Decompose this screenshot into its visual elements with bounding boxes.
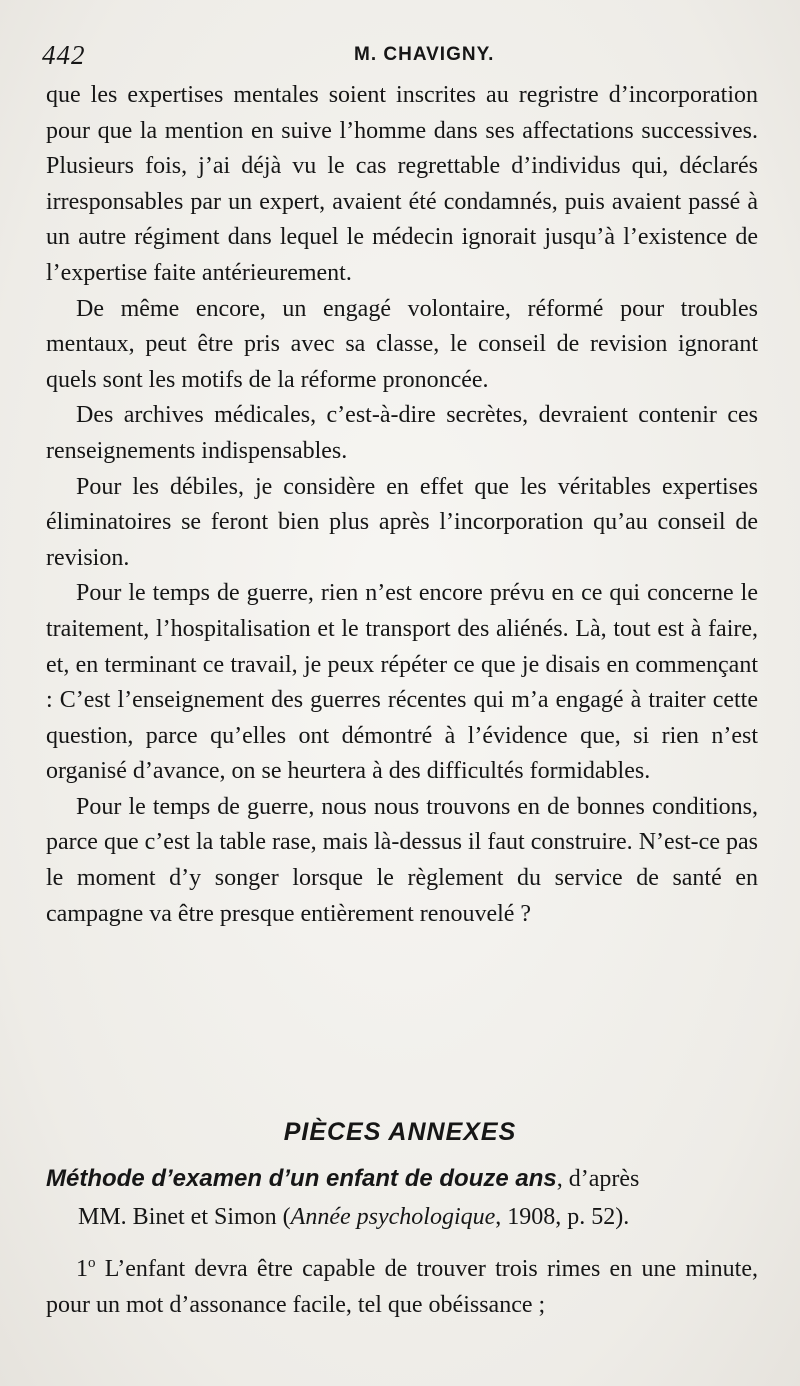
method-citation: , 1908, p. 52). [495, 1204, 630, 1230]
paragraph: Des archives médicales, c’est-à-dire secrètes, devraient contenir ces renseignements indispensables. [46, 402, 758, 464]
method-after-title: , d’après [556, 1166, 640, 1192]
method-authors: MM. Binet et Simon ( [78, 1204, 291, 1230]
method-heading [46, 1160, 762, 1236]
method-journal: Année psychologique [290, 1204, 496, 1230]
item-ordinal-mark: o [88, 1255, 96, 1271]
exam-item [46, 1252, 758, 1323]
item-text: L’enfant devra être capable de trouver trois rimes en une minute, pour un mot d’assonance facile, tel que obéissance ; [46, 1256, 758, 1318]
paragraph: De même encore, un engagé volontaire, réformé pour troubles mentaux, peut être pris avec sa classe, le conseil de revision ignorant quels sont les motifs de la réforme prononcée. [46, 295, 758, 393]
page-number: 442 [42, 40, 86, 70]
paragraph-continuation: que les expertises mentales soient inscrites au regristre d’incorporation pour que la mention en suive l’homme dans ses affectations successives. Plusieurs fois, j’ai déjà vu le cas regrettable d’individus qui, déclarés irresponsables par un expert, avaient été condamnés, puis avaient passé à un autre régiment dans lequel le médecin ignorait jusqu’à l’existence de l’expertise faite antérieurement. [46, 82, 758, 286]
running-head: M. CHAVIGNY. [354, 44, 495, 65]
paragraph: Pour le temps de guerre, rien n’est encore prévu en ce qui concerne le traitement, l’hospitalisation et le transport des aliénés. Là, tout est à faire, et, en terminant ce travail, je peux répéter ce que je disais en commençant : C’est l’enseignement des guerres récentes qui m’a engagé à traiter cette question, parce qu’elles ont démontré à l’évidence que, si rien n’est organisé d’avance, on se heurtera à des difficultés formidables. [46, 580, 758, 785]
paragraph: Pour les débiles, je considère en effet que les véritables expertises éliminatoires se feront bien plus après l’incorporation qu’au conseil de revision. [46, 473, 758, 571]
item-number: 1 [76, 1256, 88, 1282]
section-title: PIÈCES ANNEXES [283, 1118, 517, 1146]
body-text [46, 78, 758, 932]
method-title: Méthode d’examen d’un enfant de douze ans [46, 1165, 557, 1192]
paragraph: Pour le temps de guerre, nous nous trouvons en de bonnes conditions, parce que c’est la table rase, mais là-dessus il faut construire. N’est-ce pas le moment d’y songer lorsque le règlement du service de santé en campagne va être presque entièrement renouvelé ? [46, 793, 758, 927]
page-header [42, 38, 758, 78]
